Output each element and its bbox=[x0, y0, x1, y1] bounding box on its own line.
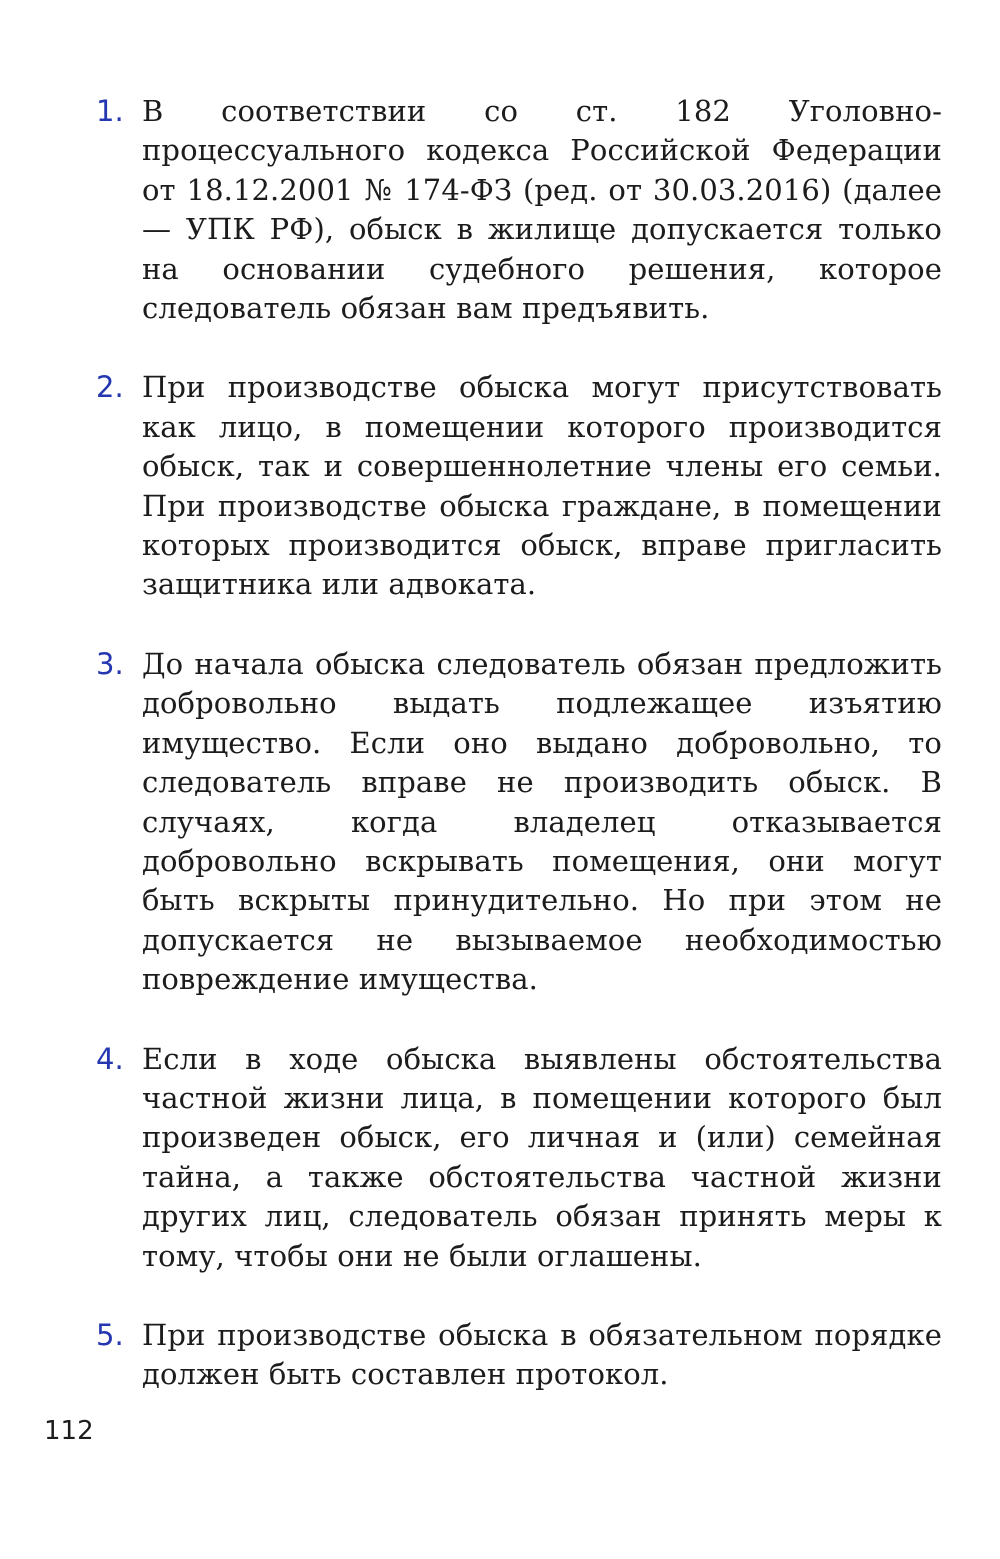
list-item-text: При производстве обыска могут присутствовать как лицо, в помещении которого производится обыск, так и совершеннолетние члены его семьи. При производстве обыска граждане, в помещении которых производится обыск, вправе пригласить защитника или адвоката. bbox=[142, 370, 942, 602]
list-item-text: До начала обыска следователь обязан предложить добровольно выдать подлежащее изъятию имущество. Если оно выдано добровольно, то следователь вправе не производить обыск. В случаях, когда владелец отказывается добровольно вскрывать помещения, они могут быть вскрыты принудительно. Но при этом не допускается не вызываемое необходимостью повреждение имущества. bbox=[142, 646, 942, 997]
list-item bbox=[96, 1316, 942, 1395]
list-item-number: 1. bbox=[96, 94, 124, 128]
page-number: 112 bbox=[44, 1416, 94, 1446]
list-item-number: 3. bbox=[96, 646, 124, 681]
numbered-list bbox=[96, 92, 942, 1395]
list-item-number: 2. bbox=[96, 370, 124, 405]
list-item bbox=[96, 92, 942, 328]
list-item-text: При производстве обыска в обязательном порядке должен быть составлен протокол. bbox=[142, 1317, 942, 1392]
list-item bbox=[96, 368, 942, 604]
list-item bbox=[96, 645, 942, 1000]
list-item-text: В соответствии со ст. 182 Уголовно-процессуального кодекса Российской Федерации от 18.12.2001 № 174-ФЗ (ред. от 30.03.2016) (далее — УПК РФ), обыск в жилище допускается только на основании судебного решения, которое следователь обязан вам предъявить. bbox=[142, 94, 942, 326]
list-item-text: Если в ходе обыска выявлены обстоятельства частной жизни лица, в помещении которого был произведен обыск, его личная и (или) семейная тайна, а также обстоятельства частной жизни других лиц, следователь обязан принять меры к тому, чтобы они не были оглашены. bbox=[142, 1041, 942, 1273]
list-item-number: 5. bbox=[96, 1317, 124, 1352]
list-item-number: 4. bbox=[96, 1041, 124, 1076]
list-item bbox=[96, 1040, 942, 1276]
